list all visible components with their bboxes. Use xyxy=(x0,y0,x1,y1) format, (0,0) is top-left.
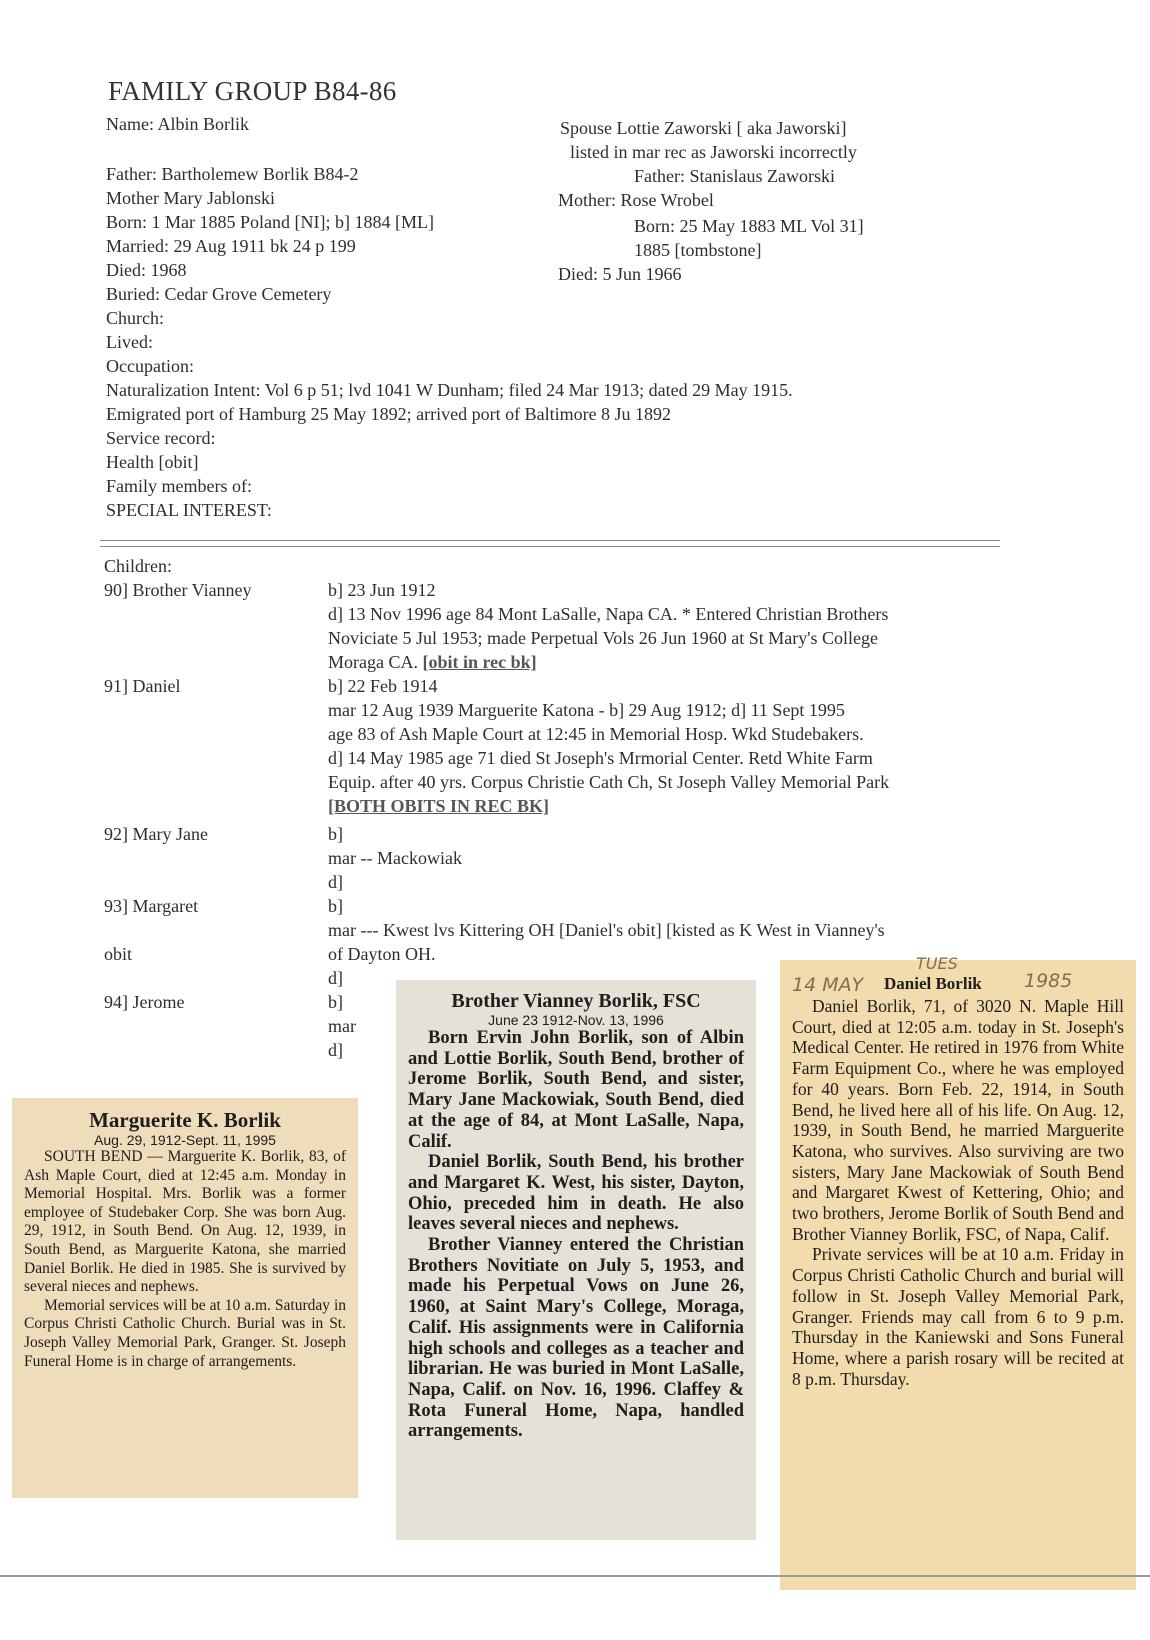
clipping-dates: June 23 1912-Nov. 13, 1996 xyxy=(488,1012,664,1028)
child-detail-line: age 83 of Ash Maple Court at 12:45 in Memorial Hosp. Wkd Studebakers. xyxy=(328,724,864,744)
name-field: Name: Albin Borlik xyxy=(106,114,249,134)
child-detail-line: d] xyxy=(328,872,343,892)
page-title: FAMILY GROUP B84-86 xyxy=(108,76,397,106)
child-detail-line: b] 23 Jun 1912 xyxy=(328,580,436,600)
clipping-paragraph: Daniel Borlik, South Bend, his brother and Margaret K. West, his sister, Dayton, Ohio, preceded him in death. He also leaves several nieces and nephews. xyxy=(408,1152,744,1235)
child-detail-line: mar --- Kwest lvs Kittering OH [Daniel's obit] [kisted as K West in Vianney's xyxy=(328,920,885,940)
child-name: 91] Daniel xyxy=(104,676,181,696)
clipping-dates: Aug. 29, 1912-Sept. 11, 1995 xyxy=(94,1132,276,1148)
child-detail-line: of Dayton OH. xyxy=(328,944,436,964)
spouse-died-field: Died: 5 Jun 1966 xyxy=(558,264,682,284)
service-record-field: Service record: xyxy=(106,428,216,448)
mother-field: Mother Mary Jablonski xyxy=(106,188,275,208)
spouse-born-alt: 1885 [tombstone] xyxy=(634,240,762,260)
child-detail-line: Equip. after 40 yrs. Corpus Christie Cath Ch, St Joseph Valley Memorial Park xyxy=(328,772,890,792)
children-heading: Children: xyxy=(104,556,172,576)
health-field: Health [obit] xyxy=(106,452,199,472)
obit-link: [BOTH OBITS IN REC BK] xyxy=(328,796,550,816)
spouse-mother-field: Mother: Rose Wrobel xyxy=(558,190,714,210)
spouse-note: listed in mar rec as Jaworski incorrectly xyxy=(570,142,857,162)
section-divider xyxy=(100,540,1000,547)
special-interest-field: SPECIAL INTEREST: xyxy=(106,500,272,520)
child-name: 92] Mary Jane xyxy=(104,824,208,844)
family-members-field: Family members of: xyxy=(106,476,252,496)
child-detail-line: b] xyxy=(328,824,343,844)
child-detail-line: b] xyxy=(328,896,343,916)
child-name: 93] Margaret xyxy=(104,896,199,916)
married-field: Married: 29 Aug 1911 bk 24 p 199 xyxy=(106,236,356,256)
child-detail-line: mar 12 Aug 1939 Marguerite Katona - b] 29 Aug 1912; d] 11 Sept 1995 xyxy=(328,700,845,720)
born-field: Born: 1 Mar 1885 Poland [NI]; b] 1884 [ML] xyxy=(106,212,434,232)
clipping-heading: Daniel Borlik xyxy=(884,974,982,993)
child-detail-line: b] 22 Feb 1914 xyxy=(328,676,438,696)
father-field: Father: Bartholemew Borlik B84-2 xyxy=(106,164,359,184)
emigrated-field: Emigrated port of Hamburg 25 May 1892; arrived port of Baltimore 8 Ju 1892 xyxy=(106,404,672,424)
obituary-clipping-vianney xyxy=(396,980,756,1540)
child-detail-line: d] 14 May 1985 age 71 died St Joseph's Mrmorial Center. Retd White Farm xyxy=(328,748,873,768)
child-detail-line: b] xyxy=(328,992,343,1012)
clipping-heading: Marguerite K. Borlik xyxy=(89,1108,281,1132)
spouse-born-field: Born: 25 May 1883 ML Vol 31] xyxy=(634,216,864,236)
clipping-heading: Brother Vianney Borlik, FSC xyxy=(451,990,701,1012)
child-name: 90] Brother Vianney xyxy=(104,580,252,600)
spouse-father-field: Father: Stanislaus Zaworski xyxy=(634,166,835,186)
lived-field: Lived: xyxy=(106,332,153,352)
clipping-paragraph: SOUTH BEND — Marguerite K. Borlik, 83, of Ash Maple Court, died at 12:45 a.m. Monday in Memorial Hospital. Mrs. Borlik was a former employee of Studebaker Corp. She was born Aug. 29, 1912, in South Bend. On Aug. 12, 1939, in South Bend, as Marguerite Katona, she married Daniel Borlik. He died in 1985. She is survived by several nieces and nephews. xyxy=(24,1148,346,1296)
clipping-paragraph: Born Ervin John Borlik, son of Albin and Lottie Borlik, South Bend, brother of Jerome Borlik, South Bend, and sister, Mary Jane Mackowiak, South Bend, died at the age of 84, at Mont LaSalle, Napa, Calif. xyxy=(408,1028,744,1152)
died-field: Died: 1968 xyxy=(106,260,187,280)
clipping-paragraph: Memorial services will be at 10 a.m. Saturday in Corpus Christi Catholic Church. Burial was in St. Joseph Valley Memorial Park, Granger. St. Joseph Funeral Home is in charge of arrangements. xyxy=(24,1296,346,1370)
child-name: 94] Jerome xyxy=(104,992,185,1012)
occupation-field: Occupation: xyxy=(106,356,194,376)
child-detail-line: d] 13 Nov 1996 age 84 Mont LaSalle, Napa CA. * Entered Christian Brothers xyxy=(328,604,889,624)
spouse-field: Spouse Lottie Zaworski [ aka Jaworski] xyxy=(560,118,847,138)
church-field: Church: xyxy=(106,308,164,328)
clipping-header-row xyxy=(792,954,1124,996)
handwritten-day: TUES xyxy=(916,954,958,973)
child-detail-line: mar -- Mackowiak xyxy=(328,848,462,868)
obit-link: [obit in rec bk] xyxy=(422,652,537,672)
obituary-clipping-daniel xyxy=(780,954,1136,1590)
clipping-paragraph: Brother Vianney entered the Christian Brothers Novitiate on July 5, 1953, and made his Perpetual Vows on June 26, 1960, at Saint Mary's College, Moraga, Calif. His assignments were in California high schools and colleges as a teacher and librarian. He was buried in Mont LaSalle, Napa, Calif. on Nov. 16, 1996. Claffey & Rota Funeral Home, Napa, handled arrangements. xyxy=(408,1235,744,1442)
child-detail-line: Noviciate 5 Jul 1953; made Perpetual Vols 26 Jun 1960 at St Mary's College xyxy=(328,628,879,648)
naturalization-field: Naturalization Intent: Vol 6 p 51; lvd 1041 W Dunham; filed 24 Mar 1913; dated 29 May 1915. xyxy=(106,380,793,400)
child-detail-line: Moraga CA. [obit in rec bk] xyxy=(328,652,537,672)
child-detail-line: d] xyxy=(328,1040,343,1060)
child-note: obit xyxy=(104,944,133,964)
child-detail-line: mar xyxy=(328,1016,356,1036)
obituary-clipping-marguerite xyxy=(12,1098,358,1498)
clipping-paragraph: Daniel Borlik, 71, of 3020 N. Maple Hill Court, died at 12:05 a.m. today in St. Joseph's Medical Center. He retired in 1976 from White Farm Equipment Co., where he was employed for 40 years. Born Feb. 22, 1914, in South Bend, he lived here all of his life. On Aug. 12, 1939, in South Bend, he married Marguerite Katona, who survives. Also surviving are two sisters, Mary Jane Mackowiak of South Bend and Margaret Kwest of Kettering, Ohio; and two brothers, Jerome Borlik of South Bend and Brother Vianney Borlik, FSC, of Napa, Calif. xyxy=(792,996,1124,1244)
child-detail-line: d] xyxy=(328,968,343,988)
handwritten-date: 14 MAY xyxy=(792,974,864,996)
handwritten-year: 1985 xyxy=(1024,970,1073,992)
clipping-paragraph: Private services will be at 10 a.m. Friday in Corpus Christi Catholic Church and burial will follow in St. Joseph Valley Memorial Park, Granger. Friends may call from 6 to 9 p.m. Thursday in the Kaniewski and Sons Funeral Home, where a parish rosary will be recited at 8 p.m. Thursday. xyxy=(792,1244,1124,1389)
page-bottom-edge xyxy=(0,1575,1150,1577)
buried-field: Buried: Cedar Grove Cemetery xyxy=(106,284,332,304)
